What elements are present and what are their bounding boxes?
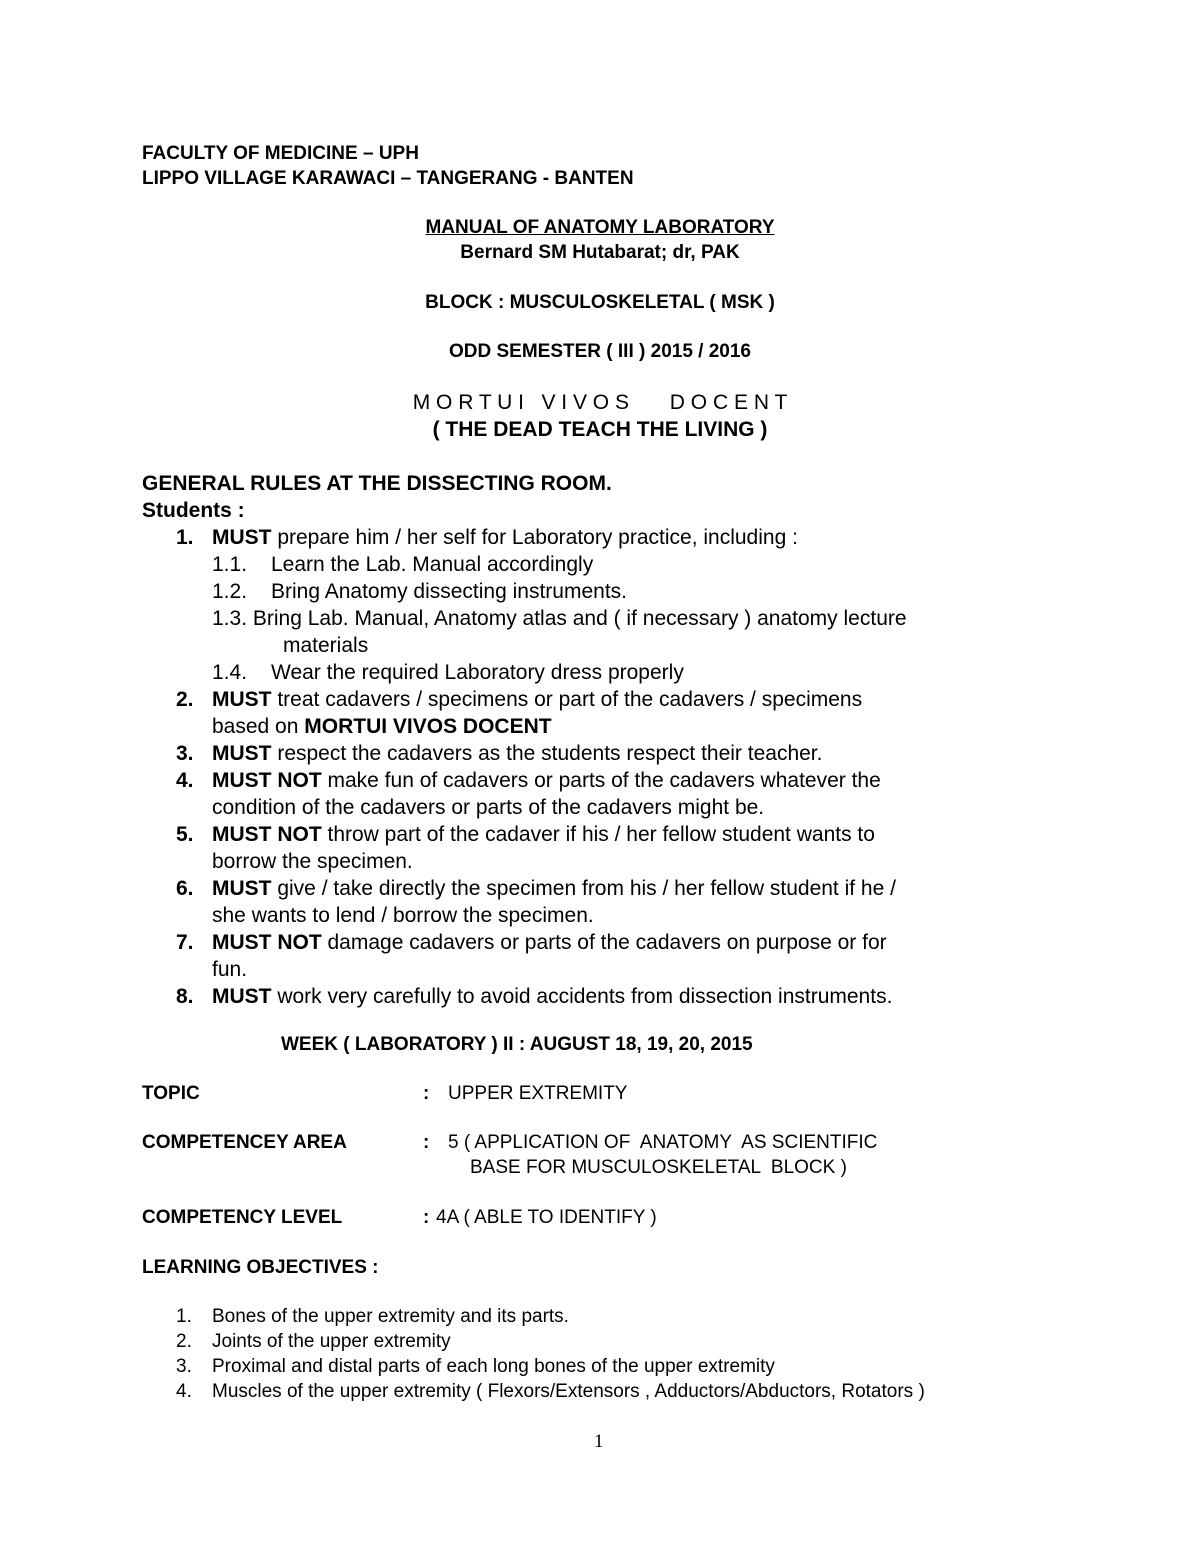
rule-item (176, 742, 823, 766)
topic-value: UPPER EXTREMITY (448, 1083, 628, 1104)
manual-title: MANUAL OF ANATOMY LABORATORY (425, 217, 775, 238)
rule-item (176, 769, 881, 793)
subrule-number: 1.4. (212, 661, 248, 684)
rule-text: respect the cadavers as the students respect their teacher. (271, 742, 823, 765)
rule-text: treat cadavers / specimens or part of the cadavers / specimens (271, 688, 863, 711)
semester: ODD SEMESTER ( III ) 2015 / 2016 (449, 341, 751, 362)
rule-keyword: MUST (212, 877, 272, 900)
rule-number: 1. (176, 526, 194, 549)
objective-item (176, 1306, 569, 1328)
rule-keyword: MUST NOT (212, 931, 322, 954)
page-number: 1 (594, 1431, 604, 1452)
rule-continuation-text: based on (212, 715, 305, 738)
rules-heading: GENERAL RULES AT THE DISSECTING ROOM. (142, 472, 612, 495)
area-colon: : (423, 1132, 430, 1153)
topic-colon: : (423, 1083, 430, 1104)
rule-text: give / take directly the specimen from his / her fellow student if he / (271, 877, 896, 900)
objective-text: Joints of the upper extremity (212, 1331, 451, 1352)
rule-number: 7. (176, 931, 194, 954)
level-colon: : (423, 1207, 430, 1228)
rule-item (176, 823, 875, 847)
subrule-text: Bring Lab. Manual, Anatomy atlas and ( if necessary ) anatomy lecture (252, 607, 907, 630)
topic-label: TOPIC (142, 1083, 200, 1104)
objective-item (176, 1356, 775, 1378)
students-label: Students : (142, 499, 245, 522)
objective-number: 1. (176, 1306, 192, 1327)
rule-continuation (212, 715, 552, 739)
faculty-line: FACULTY OF MEDICINE – UPH (142, 143, 419, 164)
area-label: COMPETENCEY AREA (142, 1132, 347, 1153)
rule-number: 6. (176, 877, 194, 900)
objective-item (176, 1331, 451, 1353)
rule-item (176, 931, 887, 955)
objective-number: 3. (176, 1356, 192, 1377)
subrule-text: Bring Anatomy dissecting instruments. (271, 580, 627, 603)
block-title: BLOCK : MUSCULOSKELETAL ( MSK ) (425, 292, 775, 313)
subrule-item (212, 553, 594, 577)
rule-number: 8. (176, 985, 194, 1008)
subrule-item (212, 607, 907, 631)
level-value: 4A ( ABLE TO IDENTIFY ) (436, 1207, 657, 1228)
subrule-item (212, 580, 627, 604)
rule-number: 5. (176, 823, 194, 846)
area-value-continuation: BASE FOR MUSCULOSKELETAL BLOCK ) (470, 1157, 847, 1178)
rule-keyword: MUST (212, 688, 272, 711)
rule-number: 3. (176, 742, 194, 765)
objectives-heading: LEARNING OBJECTIVES : (142, 1257, 379, 1278)
author: Bernard SM Hutabarat; dr, PAK (460, 242, 740, 263)
subrule-continuation: materials (283, 634, 369, 657)
rule-text: prepare him / her self for Laboratory practice, including : (271, 526, 798, 549)
rule-number: 2. (176, 688, 194, 711)
objective-text: Bones of the upper extremity and its parts. (212, 1306, 569, 1327)
rule-item (176, 526, 798, 550)
objective-number: 4. (176, 1381, 192, 1402)
motto: M O R T U I V I V O S D O C E N T (412, 391, 788, 414)
level-label: COMPETENCY LEVEL (142, 1207, 343, 1228)
rule-item (176, 688, 863, 712)
rule-number: 4. (176, 769, 194, 792)
objective-item (176, 1381, 925, 1403)
objective-text: Muscles of the upper extremity ( Flexors/Extensors , Adductors/Abductors, Rotators ) (212, 1381, 925, 1402)
location-line: LIPPO VILLAGE KARAWACI – TANGERANG - BANTEN (142, 168, 634, 189)
rule-continuation: borrow the specimen. (212, 850, 413, 873)
rule-keyword: MUST NOT (212, 769, 322, 792)
rule-continuation: fun. (212, 958, 248, 981)
subrule-number: 1.2. (212, 580, 248, 603)
rule-keyword: MUST NOT (212, 823, 322, 846)
subrule-number: 1.3. (212, 607, 248, 630)
subrule-number: 1.1. (212, 553, 248, 576)
subrule-text: Wear the required Laboratory dress properly (271, 661, 684, 684)
rule-keyword: MUST (212, 526, 272, 549)
rule-continuation: she wants to lend / borrow the specimen. (212, 904, 594, 927)
rule-keyword: MUST (212, 985, 272, 1008)
area-value: 5 ( APPLICATION OF ANATOMY AS SCIENTIFIC (448, 1132, 878, 1153)
rule-continuation: condition of the cadavers or parts of the cadavers might be. (212, 796, 765, 819)
motto-translation: ( THE DEAD TEACH THE LIVING ) (432, 418, 768, 441)
rule-text: damage cadavers or parts of the cadavers on purpose or for (321, 931, 887, 954)
rule-continuation-bold: MORTUI VIVOS DOCENT (304, 715, 552, 738)
subrule-text: Learn the Lab. Manual accordingly (271, 553, 594, 576)
rule-item (176, 877, 896, 901)
rule-text: work very carefully to avoid accidents from dissection instruments. (271, 985, 893, 1008)
rule-item (176, 985, 893, 1009)
subrule-item (212, 661, 684, 685)
rule-text: make fun of cadavers or parts of the cadavers whatever the (321, 769, 881, 792)
objective-number: 2. (176, 1331, 192, 1352)
week-heading: WEEK ( LABORATORY ) II : AUGUST 18, 19, 20, 2015 (281, 1034, 753, 1055)
objective-text: Proximal and distal parts of each long bones of the upper extremity (212, 1356, 775, 1377)
rule-text: throw part of the cadaver if his / her fellow student wants to (321, 823, 875, 846)
rule-keyword: MUST (212, 742, 272, 765)
